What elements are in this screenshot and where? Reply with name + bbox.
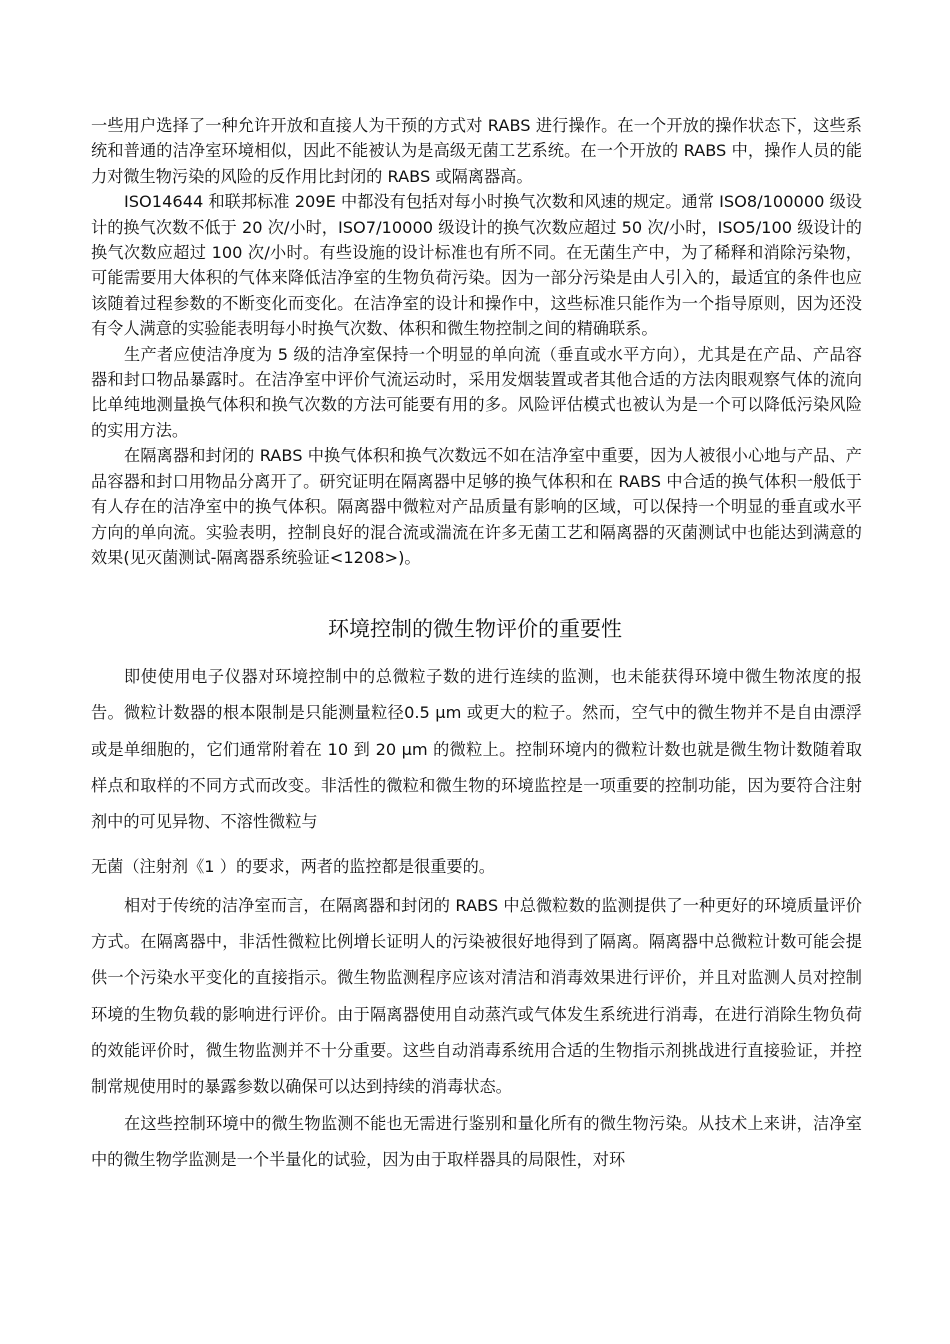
upper-text-block xyxy=(91,113,862,570)
paragraph-unidirectional-flow: 生产者应使洁净度为 5 级的洁净室保持一个明显的单向流（垂直或水平方向），尤其是在产品、产品容器和封口物品暴露时。在洁净室中评价气流运动时，采用发烟装置或者其他合适的方法肉眼观察气体的流向比单纯地测量换气体积和换气次数的方法可能要有用的多。风险评估模式也被认为是一个可以降低污染风险的实用方法。 xyxy=(91,344,862,440)
paragraph-isolator-air-volume: 在隔离器和封闭的 RABS 中换气体积和换气次数远不如在洁净室中重要，因为人被很小心地与产品、产品容器和封口用物品分离开了。研究证明在隔离器中足够的换气体积和在 RABS 中合适的换气体积一般低于有人存在的洁净室中的换气体积。隔离器中微粒对产品质量有影响的区域，可以保持一个明显的垂直或水平方向的单向流。实验表明，控制良好的混合流或湍流在许多无菌工艺和隔离器的灭菌测试中也能达到满意的效果(见灭菌测试-隔离器系统验证<1208>)。 xyxy=(91,446,862,567)
paragraph-microbial-monitoring: 在这些控制环境中的微生物监测不能也无需进行鉴别和量化所有的微生物污染。从技术上来讲，洁净室中的微生物学监测是一个半量化的试验，因为由于取样器具的局限性，对环 xyxy=(91,1113,862,1169)
lower-text-block xyxy=(91,659,862,1178)
paragraph-air-change-rates: ISO14644 和联邦标准 209E 中都没有包括对每小时换气次数和风速的规定。通常 ISO8/100000 级设计的换气次数不低于 20 次/小时，ISO7/10000 级设计的换气次数应超过 50 次/小时，ISO5/100 级设计的换气次数应超过 100 次/小时。有些设施的设计标准也有所不同。在无菌生产中，为了稀释和消除污染物，可能需要用大体积的气体来降低洁净室的生物负荷污染。因为一部分污染是由人引入的，最适宜的条件也应该随着过程参数的不断变化而变化。在洁净室的设计和操作中，这些标准只能作为一个指导原则，因为还没有令人满意的实验能表明每小时换气次数、体积和微生物控制之间的精确联系。 xyxy=(91,192,862,339)
section-title: 环境控制的微生物评价的重要性 xyxy=(328,617,622,641)
paragraph-isolator-particle-count: 相对于传统的洁净室而言，在隔离器和封闭的 RABS 中总微粒数的监测提供了一种更好的环境质量评价方式。在隔离器中，非活性微粒比例增长证明人的污染被很好地得到了隔离。隔离器中总微粒计数可能会提供一个污染水平变化的直接指示。微生物监测程序应该对清洁和消毒效果进行评价，并且对监测人员对控制环境的生物负载的影响进行评价。由于隔离器使用自动蒸汽或气体发生系统进行消毒，在进行消除生物负荷的效能评价时，微生物监测并不十分重要。这些自动消毒系统用合适的生物指示剂挑战进行直接验证，并控制常规使用时的暴露参数以确保可以达到持续的消毒状态。 xyxy=(91,895,862,1097)
paragraph-particle-monitoring: 即使使用电子仪器对环境控制中的总微粒子数的进行连续的监测，也未能获得环境中微生物浓度的报告。微粒计数器的根本限制是只能测量粒径0.5 μm 或更大的粒子。然而，空气中的微生物并不是自由漂浮或是单细胞的，它们通常附着在 10 到 20 μm 的微粒上。控制环境内的微粒计数也就是微生物计数随着取样点和取样的不同方式而改变。非活性的微粒和微生物的环境监控是一项重要的控制功能，因为要符合注射剂中的可见异物、不溶性微粒与 xyxy=(91,667,862,832)
paragraph-rabs-open-operation: 一些用户选择了一种允许开放和直接人为干预的方式对 RABS 进行操作。在一个开放的操作状态下，这些系统和普通的洁净室环境相似，因此不能被认为是高级无菌工艺系统。在一个开放的 RABS 中，操作人员的能力对微生物污染的风险的反作用比封闭的 RABS 或隔离器高。 xyxy=(91,116,862,186)
paragraph-sterility-requirement: 无菌（注射剂《1 ）的要求，两者的监控都是很重要的。 xyxy=(91,857,495,877)
